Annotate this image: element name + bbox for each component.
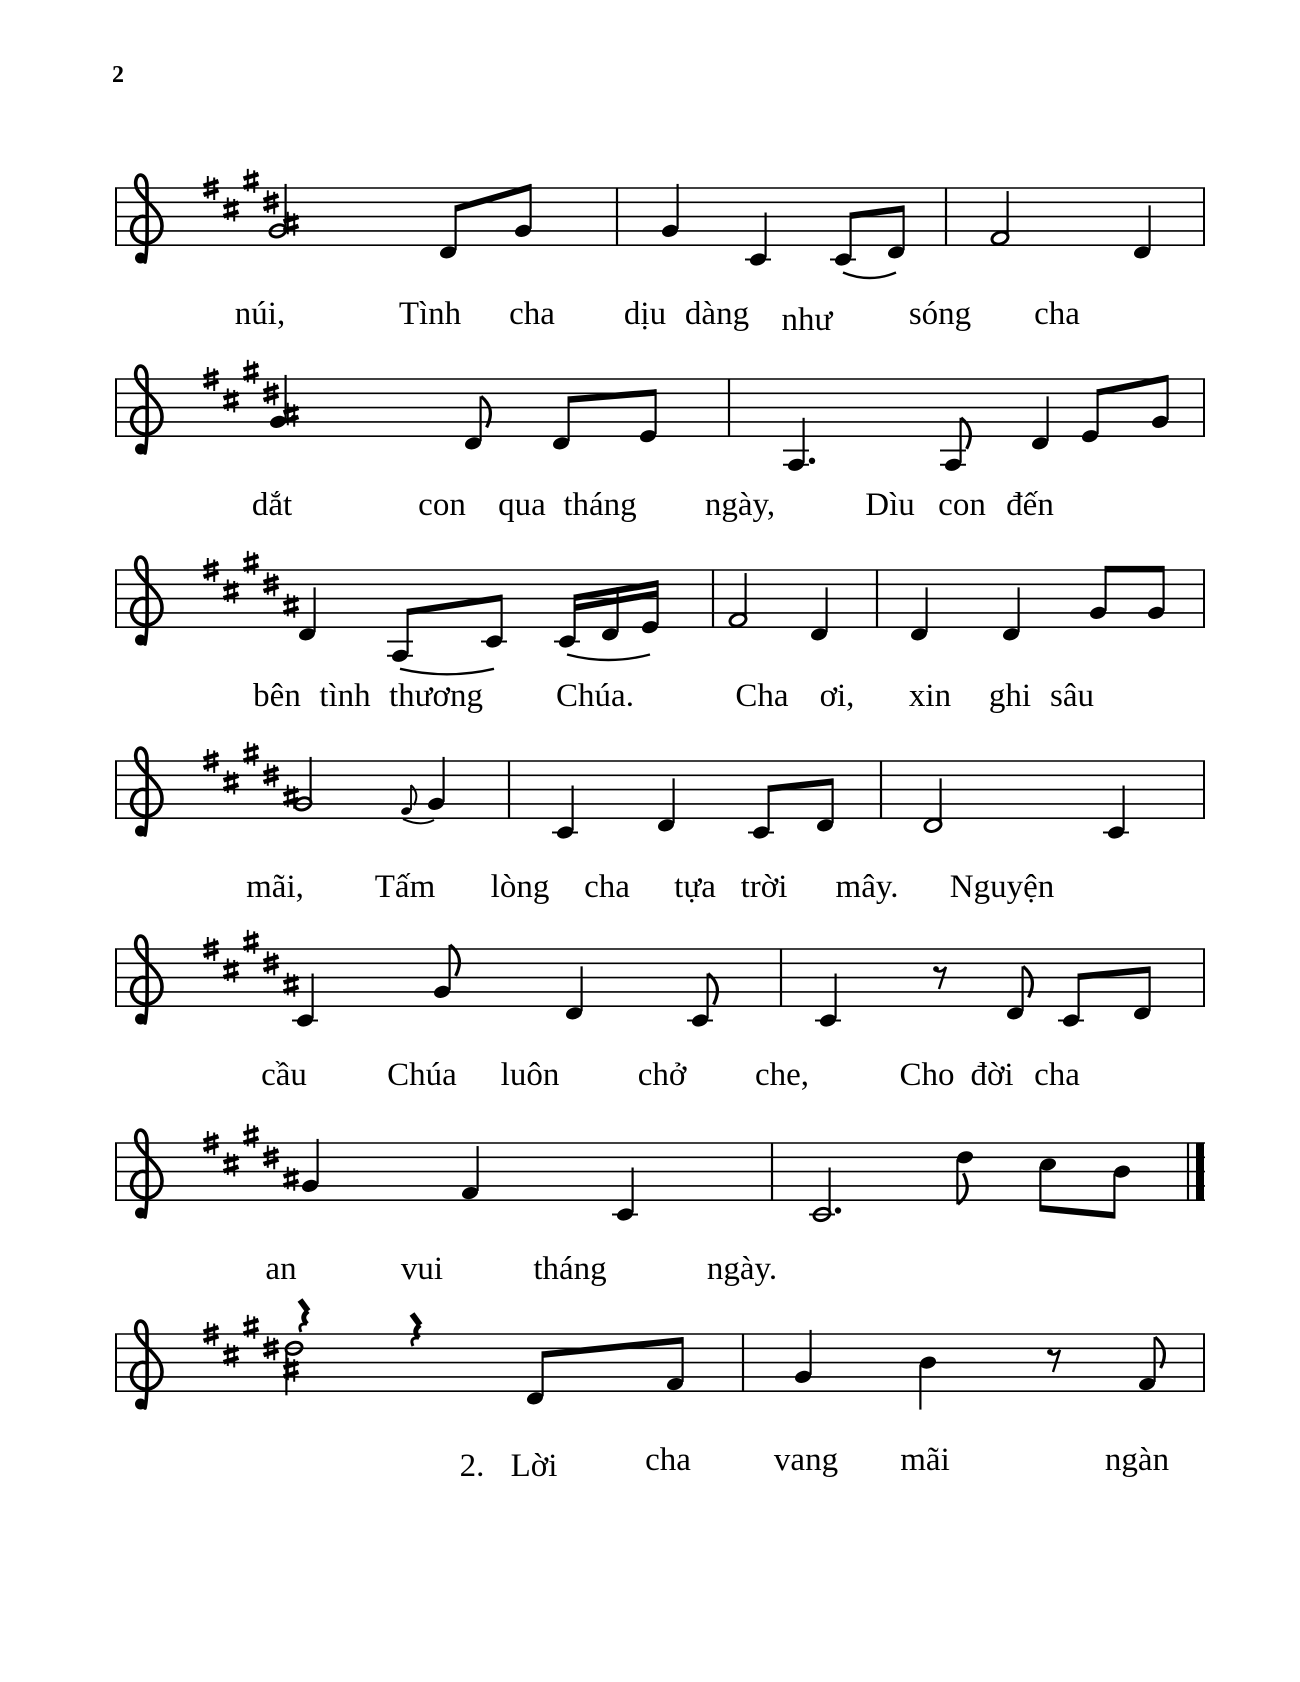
lyric-word: lòng [490, 869, 550, 905]
sharp-icon [224, 579, 239, 603]
sharp-icon [284, 1167, 299, 1191]
sharp-icon [244, 930, 259, 954]
quarter-rest-icon [412, 1314, 420, 1346]
lyric-word: sâu [1050, 678, 1094, 714]
sharp-icon [244, 742, 259, 766]
lyric-word: xin [908, 678, 952, 714]
lyric-word: Chúa. [556, 678, 634, 714]
lyric-word: như [781, 302, 833, 338]
lyric-word: tình [319, 678, 371, 714]
lyric-line-5 [0, 1057, 1300, 1101]
sharp-icon [224, 197, 239, 221]
lyric-word: đến [1006, 487, 1054, 523]
page-number: 2 [112, 62, 124, 88]
lyric-word: cha [645, 1442, 691, 1478]
lyric-line-1 [0, 296, 1300, 340]
sharp-icon [244, 551, 259, 575]
sharp-icon [244, 1124, 259, 1148]
lyric-word: cha [1034, 1057, 1080, 1093]
final-barline [1196, 1143, 1204, 1200]
sharp-icon [224, 388, 239, 412]
lyric-word: Cha [735, 678, 789, 714]
lyric-word: đời [970, 1057, 1014, 1093]
lyric-line-2 [0, 487, 1300, 531]
lyric-word: cha [1034, 296, 1080, 332]
slur [567, 655, 650, 661]
sharp-icon [244, 169, 259, 193]
lyric-word: ngày. [706, 1251, 778, 1287]
lyric-word: thương [388, 678, 484, 714]
sharp-icon [244, 1315, 259, 1339]
lyric-word: cha [509, 296, 555, 332]
sharp-icon [224, 770, 239, 794]
lyric-word: Nguyện [949, 869, 1055, 905]
lyric-word: vang [773, 1442, 839, 1478]
lyric-word: luôn [500, 1057, 560, 1093]
lyric-word: mãi, [246, 869, 304, 905]
lyric-line-4 [0, 869, 1300, 913]
lyric-line-7 [0, 1442, 1300, 1486]
lyric-word: tháng [563, 487, 637, 523]
lyric-word: ngàn [1104, 1442, 1170, 1478]
lyric-word: ơi, [819, 678, 855, 714]
lyric-word: ngày, [704, 487, 776, 523]
lyric-word: chở [637, 1057, 687, 1093]
lyric-word: con [418, 487, 466, 523]
sharp-icon [224, 1343, 239, 1367]
sharp-icon [284, 973, 299, 997]
lyric-line-6 [0, 1251, 1300, 1295]
sharp-icon [224, 1152, 239, 1176]
lyric-word: dắt [251, 487, 293, 523]
lyric-word: Chúa [387, 1057, 457, 1093]
lyric-word: dịu [623, 296, 667, 332]
lyric-word: con [938, 487, 986, 523]
lyric-word: cầu [261, 1057, 307, 1093]
sharp-icon [224, 958, 239, 982]
slur [400, 669, 494, 675]
lyric-word: mây. [835, 869, 899, 905]
lyric-word: dàng [684, 296, 750, 332]
lyric-word: trời [740, 869, 788, 905]
lyric-word: Lời [510, 1448, 558, 1484]
lyric-word: mãi [900, 1442, 950, 1478]
lyric-word: Dìu [865, 487, 915, 523]
lyric-word: vui [400, 1251, 444, 1287]
lyric-line-3 [0, 678, 1300, 722]
slur [843, 273, 896, 279]
lyric-word: tựa [674, 869, 716, 905]
lyric-word: an [265, 1251, 297, 1287]
lyric-word: che, [754, 1057, 810, 1093]
sharp-icon [244, 360, 259, 384]
lyric-word: tháng [533, 1251, 607, 1287]
lyric-word: sóng [908, 296, 972, 332]
sharp-icon [284, 594, 299, 618]
eighth-rest-icon [1047, 1349, 1060, 1372]
lyric-word: qua [498, 487, 546, 523]
lyric-word: Tình [398, 296, 462, 332]
lyric-word: Tấm [374, 869, 436, 905]
quarter-rest-icon [300, 1300, 308, 1332]
lyric-word: Cho [899, 1057, 955, 1093]
lyric-word: cha [584, 869, 630, 905]
lyric-word: bên [253, 678, 301, 714]
lyric-word: núi, [234, 296, 286, 332]
lyric-word: 2. [459, 1448, 485, 1484]
lyric-word: ghi [988, 678, 1032, 714]
